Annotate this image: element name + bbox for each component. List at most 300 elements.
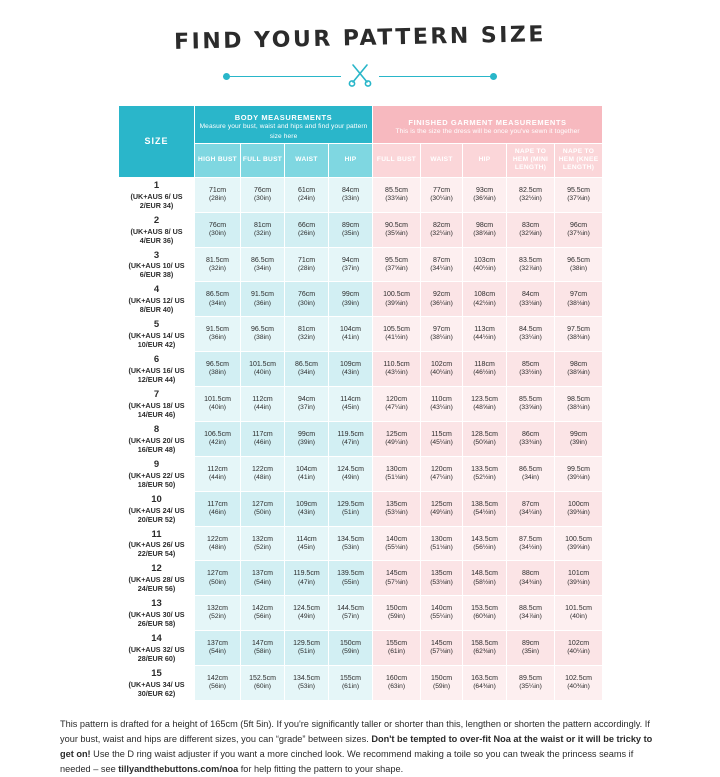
measurement-metric: 76cm [253, 186, 272, 194]
measurement-cell [329, 352, 373, 387]
table-row [119, 352, 603, 387]
size-label-cell [119, 491, 195, 526]
size-equivalents: (UK+AUS 32/ US 28/EUR 60) [128, 645, 185, 664]
size-table-wrapper [118, 105, 602, 701]
measurement-imperial: (61in) [341, 683, 360, 691]
measurement-metric: 94cm [297, 396, 316, 404]
measurement-metric: 140cm [386, 535, 408, 543]
measurement-imperial: (41½in) [385, 334, 408, 342]
size-number: 9 [153, 458, 160, 470]
size-equivalents: (UK+AUS 22/ US 18/EUR 50) [128, 470, 185, 489]
col-nape-to-hem-knee: NAPE TO HEM (KNEE LENGTH) [555, 143, 603, 177]
size-equivalents: (UK+AUS 34/ US 30/EUR 62) [128, 679, 185, 698]
measurement-metric: 125cm [431, 500, 453, 508]
measurement-metric: 91.5cm [206, 326, 229, 334]
measurement-cell [195, 317, 241, 352]
measurement-cell [463, 317, 507, 352]
measurement-cell [373, 491, 421, 526]
measurement-metric: 93cm [475, 186, 494, 194]
table-row [119, 491, 603, 526]
measurement-cell [421, 282, 463, 317]
measurement-cell [463, 631, 507, 666]
measurement-metric: 101.5cm [249, 361, 276, 369]
table-row [119, 526, 603, 561]
measurement-imperial: (54½in) [473, 508, 496, 516]
measurement-imperial: (26in) [297, 229, 316, 237]
size-label-cell [119, 282, 195, 317]
measurement-metric: 95.5cm [567, 186, 591, 194]
measurement-metric: 86.5cm [519, 465, 543, 473]
size-number: 13 [151, 598, 162, 610]
measurement-metric: 129.5cm [337, 500, 364, 508]
measurement-imperial: (54in) [208, 648, 227, 656]
measurement-imperial: (36¼in) [430, 299, 453, 307]
measurement-metric: 124.5cm [337, 465, 364, 473]
measurement-metric: 129.5cm [293, 640, 320, 648]
measurement-imperial: (64⅜in) [473, 683, 496, 691]
measurement-metric: 138.5cm [471, 500, 498, 508]
measurement-metric: 88cm [521, 570, 540, 578]
measurement-imperial: (34¼in) [430, 264, 453, 272]
body-measurements-title: BODY MEASUREMENTS [234, 113, 333, 122]
measurement-cell [285, 561, 329, 596]
measurement-cell [329, 666, 373, 701]
measurement-imperial: (48in) [253, 473, 272, 481]
size-equivalents: (UK+AUS 26/ US 22/EUR 54) [128, 540, 185, 559]
measurement-imperial: (33¼in) [519, 334, 542, 342]
measurement-imperial: (59in) [387, 613, 406, 621]
measurement-metric: 139.5cm [337, 570, 364, 578]
pattern-size-page [0, 22, 720, 774]
measurement-imperial: (43in) [297, 508, 316, 516]
divider-line-left [223, 76, 341, 77]
size-table [118, 105, 603, 701]
measurement-cell [507, 526, 555, 561]
measurement-imperial: (40½in) [473, 264, 496, 272]
measurement-metric: 94cm [341, 256, 360, 264]
measurement-imperial: (43in) [341, 369, 360, 377]
measurement-metric: 101cm [568, 570, 590, 578]
measurement-metric: 122cm [251, 465, 273, 473]
measurement-imperial: (34in) [297, 369, 316, 377]
body-measurements-subtitle: Measure your bust, waist and hips and find your pattern size here [199, 123, 368, 140]
measurement-metric: 118cm [474, 361, 495, 369]
size-label-cell [119, 421, 195, 456]
measurement-imperial: (49¼in) [385, 439, 408, 447]
measurement-metric: 84cm [521, 291, 540, 299]
size-equivalents: (UK+AUS 20/ US 16/EUR 48) [128, 435, 185, 454]
size-equivalents: (UK+AUS 30/ US 26/EUR 58) [128, 610, 185, 629]
measurement-metric: 127cm [206, 570, 228, 578]
measurement-metric: 125cm [386, 430, 408, 438]
size-number: 2 [153, 214, 160, 226]
measurement-metric: 92cm [432, 291, 451, 299]
measurement-cell [373, 177, 421, 212]
measurement-cell [195, 352, 241, 387]
size-equivalents: (UK+AUS 12/ US 8/EUR 40) [128, 296, 185, 315]
measurement-cell [373, 352, 421, 387]
measurement-metric: 102.5cm [565, 675, 592, 683]
measurement-cell [195, 561, 241, 596]
measurement-imperial: (37⅝in) [385, 264, 408, 272]
measurement-metric: 71cm [297, 256, 316, 264]
measurement-cell [241, 596, 285, 631]
measurement-cell [329, 456, 373, 491]
measurement-cell [373, 666, 421, 701]
measurement-cell [555, 177, 603, 212]
measurement-cell [195, 631, 241, 666]
measurement-metric: 96cm [569, 221, 588, 229]
measurement-metric: 130cm [386, 465, 408, 473]
measurement-metric: 153.5cm [471, 605, 498, 613]
measurement-metric: 101.5cm [204, 396, 231, 404]
measurement-imperial: (34in) [253, 264, 272, 272]
measurement-metric: 103cm [474, 256, 496, 264]
measurement-imperial: (60⅜in) [473, 613, 496, 621]
measurement-metric: 86cm [521, 430, 540, 438]
measurement-cell [555, 491, 603, 526]
measurement-metric: 89cm [521, 640, 540, 648]
measurement-imperial: (45in) [297, 543, 316, 551]
measurement-metric: 100.5cm [383, 291, 410, 299]
size-label-cell [119, 212, 195, 247]
measurement-imperial: (56½in) [473, 543, 496, 551]
measurement-imperial: (43½in) [385, 369, 408, 377]
measurement-imperial: (44in) [208, 473, 227, 481]
col-nape-to-hem-mini: NAPE TO HEM (MINI LENGTH) [507, 143, 555, 177]
measurement-imperial: (49in) [341, 473, 360, 481]
measurement-metric: 96.5cm [251, 326, 274, 334]
measurement-cell [195, 387, 241, 422]
measurement-cell [421, 212, 463, 247]
table-row [119, 561, 603, 596]
measurement-cell [555, 666, 603, 701]
measurement-cell [285, 491, 329, 526]
measurement-metric: 130cm [431, 535, 453, 543]
col-fin-waist: WAIST [421, 143, 463, 177]
measurement-cell [555, 421, 603, 456]
size-number: 7 [153, 389, 160, 401]
measurement-metric: 114cm [296, 535, 317, 543]
measurement-imperial: (41in) [297, 473, 316, 481]
measurement-cell [241, 561, 285, 596]
size-label-cell [119, 352, 195, 387]
measurement-cell [241, 387, 285, 422]
measurement-imperial: (47¼in) [430, 473, 453, 481]
measurement-metric: 144.5cm [337, 605, 364, 613]
measurement-metric: 84.5cm [519, 326, 543, 334]
measurement-imperial: (46½in) [473, 369, 496, 377]
measurement-metric: 142cm [206, 675, 228, 683]
measurement-cell [329, 387, 373, 422]
measurement-metric: 150cm [386, 605, 408, 613]
measurement-cell [507, 212, 555, 247]
finished-garment-subtitle: This is the size the dress will be once you've sewn it together [395, 127, 580, 135]
measurement-cell [463, 421, 507, 456]
measurement-metric: 120cm [431, 465, 453, 473]
measurement-imperial: (39⅝in) [385, 299, 408, 307]
measurement-cell [421, 526, 463, 561]
measurement-cell [507, 352, 555, 387]
measurement-imperial: (54in) [253, 578, 272, 586]
measurement-cell [285, 421, 329, 456]
measurement-cell [463, 596, 507, 631]
size-label-cell [119, 456, 195, 491]
measurement-metric: 97.5cm [567, 326, 591, 334]
website-link[interactable]: tillyandthebuttons.com/noa [118, 763, 239, 774]
measurement-cell [555, 596, 603, 631]
table-row [119, 212, 603, 247]
measurement-metric: 104cm [295, 465, 317, 473]
measurement-imperial: (32⅝in) [519, 229, 542, 237]
measurement-imperial: (49¼in) [430, 508, 453, 516]
measurement-imperial: (38¼in) [430, 334, 453, 342]
measurement-cell [463, 387, 507, 422]
measurement-imperial: (46in) [208, 508, 227, 516]
measurement-metric: 143.5cm [471, 535, 498, 543]
measurement-cell [421, 456, 463, 491]
measurement-metric: 142cm [251, 605, 273, 613]
size-number: 14 [151, 633, 162, 645]
measurement-cell [195, 282, 241, 317]
measurement-cell [507, 456, 555, 491]
measurement-imperial: (39⅜in) [567, 508, 590, 516]
size-number: 1 [153, 179, 160, 191]
measurement-imperial: (47in) [341, 439, 360, 447]
measurement-cell [463, 212, 507, 247]
measurement-metric: 95.5cm [385, 256, 409, 264]
measurement-metric: 127cm [251, 500, 273, 508]
measurement-imperial: (55⅛in) [385, 543, 408, 551]
size-number: 15 [151, 668, 162, 680]
measurement-imperial: (38⅝in) [473, 229, 496, 237]
measurement-cell [329, 177, 373, 212]
measurement-imperial: (38in) [569, 264, 588, 272]
measurement-cell [241, 177, 285, 212]
measurement-imperial: (32in) [297, 334, 316, 342]
measurement-metric: 123.5cm [471, 396, 498, 404]
measurement-cell [285, 282, 329, 317]
measurement-metric: 86.5cm [295, 361, 318, 369]
measurement-metric: 115cm [431, 430, 452, 438]
measurement-cell [329, 596, 373, 631]
measurement-imperial: (48in) [208, 543, 227, 551]
measurement-imperial: (42in) [208, 439, 227, 447]
measurement-cell [373, 247, 421, 282]
measurement-imperial: (34½in) [519, 543, 542, 551]
measurement-cell [555, 631, 603, 666]
col-waist: WAIST [285, 143, 329, 177]
measurement-metric: 81cm [297, 326, 316, 334]
measurement-imperial: (46in) [253, 439, 272, 447]
measurement-imperial: (40in) [208, 404, 227, 412]
measurement-cell [329, 317, 373, 352]
size-equivalents: (UK+AUS 14/ US 10/EUR 42) [128, 331, 185, 350]
measurement-cell [329, 247, 373, 282]
measurement-cell [555, 212, 603, 247]
measurement-imperial: (39⅝in) [567, 543, 590, 551]
measurement-metric: 81cm [253, 221, 272, 229]
size-label-cell [119, 631, 195, 666]
measurement-imperial: (40¼in) [567, 648, 590, 656]
measurement-metric: 85.5cm [385, 186, 409, 194]
measurement-imperial: (39in) [341, 299, 360, 307]
measurement-cell [329, 631, 373, 666]
measurement-cell [463, 352, 507, 387]
measurement-metric: 155cm [386, 640, 408, 648]
measurement-cell [421, 317, 463, 352]
table-row [119, 631, 603, 666]
size-equivalents: (UK+AUS 18/ US 14/EUR 46) [128, 400, 185, 419]
measurement-imperial: (28in) [208, 194, 227, 202]
table-row [119, 421, 603, 456]
measurement-cell [463, 491, 507, 526]
measurement-imperial: (32½in) [519, 194, 542, 202]
measurement-metric: 140cm [431, 605, 453, 613]
measurement-cell [373, 212, 421, 247]
measurement-imperial: (63in) [387, 683, 406, 691]
measurement-cell [507, 282, 555, 317]
measurement-cell [507, 561, 555, 596]
measurement-cell [285, 456, 329, 491]
measurement-metric: 98cm [569, 361, 588, 369]
measurement-metric: 97cm [432, 326, 451, 334]
measurement-imperial: (38⅝in) [567, 369, 590, 377]
size-equivalents: (UK+AUS 24/ US 20/EUR 52) [128, 505, 185, 524]
measurement-cell [373, 456, 421, 491]
measurement-imperial: (32in) [208, 264, 227, 272]
measurement-metric: 77cm [432, 186, 451, 194]
size-equivalents: (UK+AUS 8/ US 4/EUR 36) [130, 226, 183, 245]
page-title: FIND YOUR PATTERN SIZE [173, 22, 547, 55]
measurement-cell [507, 421, 555, 456]
size-number: 10 [151, 493, 162, 505]
measurement-cell [373, 631, 421, 666]
table-row [119, 282, 603, 317]
size-number: 12 [151, 563, 162, 575]
measurement-metric: 86.5cm [206, 291, 229, 299]
measurement-metric: 87.5cm [519, 535, 543, 543]
col-high-bust: HIGH BUST [195, 143, 241, 177]
size-equivalents: (UK+AUS 16/ US 12/EUR 44) [128, 366, 185, 385]
measurement-imperial: (53in) [341, 543, 360, 551]
measurement-cell [373, 317, 421, 352]
measurement-cell [555, 317, 603, 352]
measurement-imperial: (42½in) [473, 299, 496, 307]
measurement-metric: 148.5cm [471, 570, 498, 578]
measurement-cell [241, 247, 285, 282]
measurement-metric: 145cm [431, 640, 453, 648]
measurement-metric: 100.5cm [565, 535, 592, 543]
measurement-imperial: (39in) [569, 439, 588, 447]
col-fin-hip: HIP [463, 143, 507, 177]
measurement-imperial: (34⅞in) [519, 613, 542, 621]
measurement-metric: 137cm [206, 640, 228, 648]
measurement-metric: 98.5cm [567, 396, 591, 404]
measurement-cell [507, 631, 555, 666]
measurement-cell [195, 177, 241, 212]
measurement-cell [507, 491, 555, 526]
measurement-cell [463, 666, 507, 701]
size-label-cell [119, 666, 195, 701]
measurement-metric: 76cm [297, 291, 316, 299]
measurement-imperial: (60in) [253, 683, 272, 691]
measurement-imperial: (51in) [341, 508, 360, 516]
measurement-cell [241, 631, 285, 666]
measurement-metric: 117cm [207, 500, 228, 508]
measurement-metric: 96.5cm [206, 361, 229, 369]
measurement-cell [285, 212, 329, 247]
measurement-cell [285, 387, 329, 422]
table-row [119, 177, 603, 212]
measurement-cell [241, 352, 285, 387]
measurement-cell [195, 421, 241, 456]
measurement-imperial: (41in) [341, 334, 360, 342]
measurement-imperial: (47¼in) [385, 404, 408, 412]
measurement-cell [421, 631, 463, 666]
measurement-metric: 152.5cm [249, 675, 276, 683]
measurement-imperial: (37in) [341, 264, 360, 272]
measurement-metric: 114cm [340, 396, 361, 404]
measurement-cell [329, 282, 373, 317]
measurement-cell [421, 596, 463, 631]
col-fin-full-bust: FULL BUST [373, 143, 421, 177]
measurement-imperial: (34¾in) [519, 578, 542, 586]
measurement-metric: 150cm [431, 675, 453, 683]
measurement-metric: 81.5cm [206, 256, 229, 264]
measurement-metric: 82.5cm [519, 186, 543, 194]
measurement-imperial: (45in) [341, 404, 360, 412]
measurement-cell [373, 561, 421, 596]
measurement-cell [463, 561, 507, 596]
measurement-metric: 84cm [341, 186, 360, 194]
measurement-cell [285, 352, 329, 387]
measurement-cell [195, 526, 241, 561]
size-table-body [119, 177, 603, 700]
measurement-metric: 89.5cm [519, 675, 543, 683]
table-row [119, 387, 603, 422]
measurement-cell [555, 282, 603, 317]
table-row [119, 456, 603, 491]
measurement-cell [373, 282, 421, 317]
measurement-imperial: (62⅜in) [473, 648, 496, 656]
measurement-imperial: (44½in) [473, 334, 496, 342]
measurement-metric: 163.5cm [471, 675, 498, 683]
measurement-cell [555, 352, 603, 387]
measurement-imperial: (35¼in) [519, 683, 542, 691]
table-row [119, 666, 603, 701]
measurement-metric: 101.5cm [565, 605, 592, 613]
measurement-metric: 87cm [521, 500, 540, 508]
measurement-imperial: (59in) [341, 648, 360, 656]
measurement-cell [421, 666, 463, 701]
measurement-imperial: (53in) [297, 683, 316, 691]
measurement-imperial: (28in) [297, 264, 316, 272]
measurement-imperial: (35in) [521, 648, 540, 656]
measurement-cell [373, 387, 421, 422]
measurement-imperial: (40¼in) [430, 369, 453, 377]
size-number: 6 [153, 354, 160, 366]
measurement-imperial: (37¾in) [567, 229, 590, 237]
measurement-cell [421, 387, 463, 422]
measurement-metric: 82cm [432, 221, 451, 229]
measurement-cell [507, 317, 555, 352]
measurement-imperial: (32⅞in) [519, 264, 542, 272]
measurement-metric: 150cm [340, 640, 362, 648]
measurement-cell [285, 596, 329, 631]
measurement-imperial: (33in) [341, 194, 360, 202]
measurement-cell [555, 526, 603, 561]
